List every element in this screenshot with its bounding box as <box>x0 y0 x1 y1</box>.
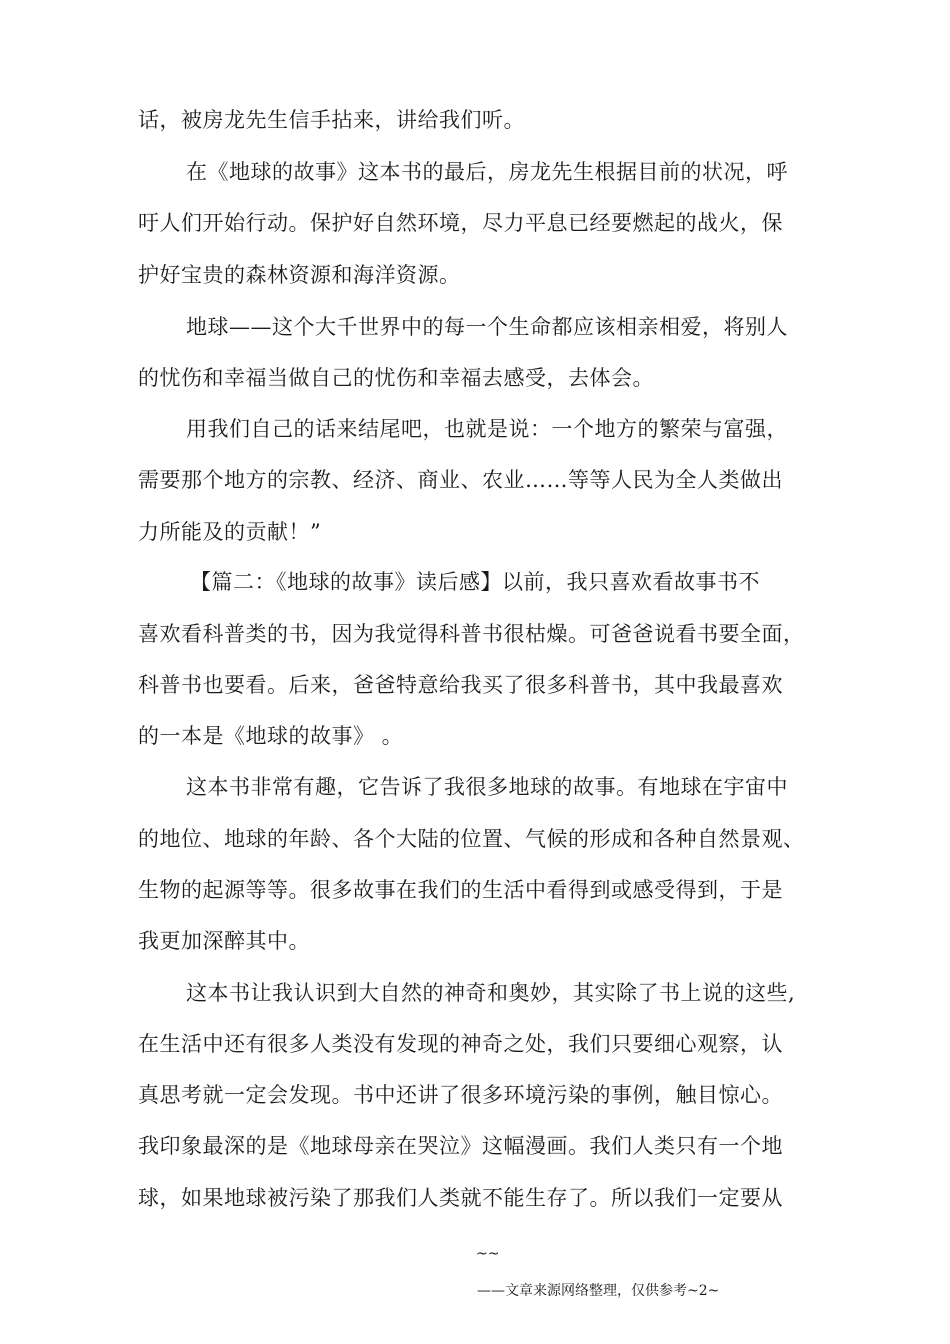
paragraph-line: 我更加深醉其中。 <box>138 929 310 953</box>
paragraph-line: 真思考就一定会发现。书中还讲了很多环境污染的事例，触目惊心。 <box>138 1083 783 1107</box>
paragraph-line: 在《地球的故事》这本书的最后，房龙先生根据目前的状况，呼 <box>186 160 788 184</box>
paragraph-line: 护好宝贵的森林资源和海洋资源。 <box>138 263 461 287</box>
paragraph-line: 需要那个地方的宗教、经济、商业、农业……等等人民为全人类做出 <box>138 468 783 492</box>
paragraph-line: 的忧伤和幸福当做自己的忧伤和幸福去感受，去体会。 <box>138 366 654 390</box>
paragraph-line: 话，被房龙先生信手拈来，讲给我们听。 <box>138 108 525 132</box>
paragraph-line: 球，如果地球被污染了那我们人类就不能生存了。所以我们一定要从 <box>138 1186 783 1210</box>
paragraph-line: 这本书让我认识到大自然的神奇和奥妙，其实除了书上说的这些, <box>186 981 796 1005</box>
footer-note: ——文章来源网络整理，仅供参考~2~ <box>477 1283 720 1299</box>
paragraph-line: 【篇二：《地球的故事》读后感】以前，我只喜欢看故事书不 <box>190 570 760 594</box>
paragraph-line: 吁人们开始行动。保护好自然环境，尽力平息已经要燃起的战火，保 <box>138 211 783 235</box>
paragraph-line: 力所能及的贡献！” <box>138 520 322 544</box>
paragraph-line: 我印象最深的是《地球母亲在哭泣》这幅漫画。我们人类只有一个地 <box>138 1134 783 1158</box>
paragraph-line: 地球——这个大千世界中的每一个生命都应该相亲相爱，将别人 <box>186 315 788 339</box>
paragraph-line: 的一本是《地球的故事》 。 <box>138 724 404 748</box>
paragraph-line: 的地位、地球的年龄、各个大陆的位置、气候的形成和各种自然景观、 <box>138 827 805 851</box>
paragraph-line: 这本书非常有趣，它告诉了我很多地球的故事。有地球在宇宙中 <box>186 775 788 799</box>
paragraph-line: 在生活中还有很多人类没有发现的神奇之处，我们只要细心观察，认 <box>138 1032 783 1056</box>
footer-mark: ~~ <box>476 1246 500 1262</box>
paragraph-line: 用我们自己的话来结尾吧，也就是说：一个地方的繁荣与富强， <box>186 417 788 441</box>
paragraph-line: 科普书也要看。后来，爸爸特意给我买了很多科普书，其中我最喜欢 <box>138 673 783 697</box>
paragraph-line: 喜欢看科普类的书，因为我觉得科普书很枯燥。可爸爸说看书要全面， <box>138 622 805 646</box>
paragraph-line: 生物的起源等等。很多故事在我们的生活中看得到或感受得到，于是 <box>138 878 783 902</box>
